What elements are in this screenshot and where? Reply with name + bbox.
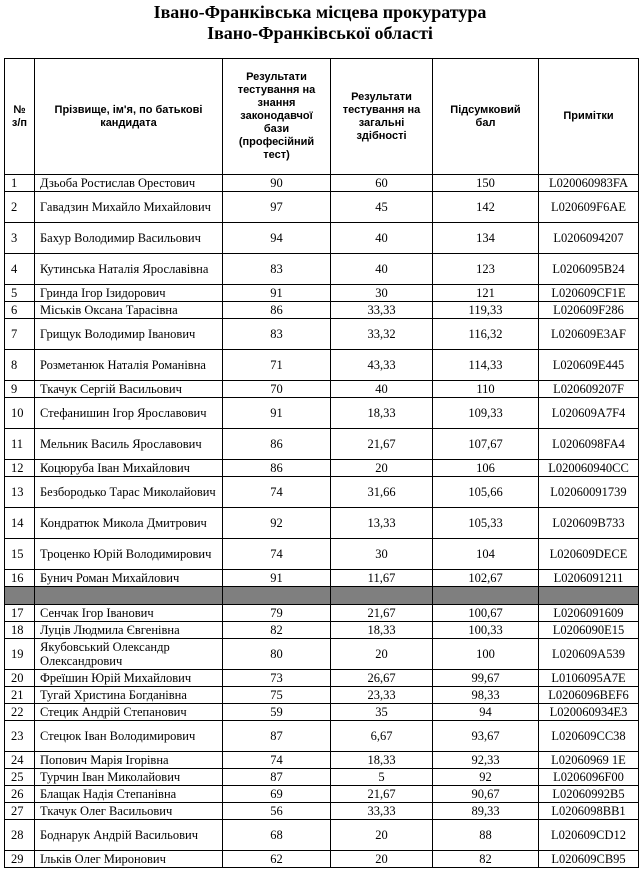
note-code: L0206095B24: [539, 254, 639, 285]
general-test-score: 40: [331, 254, 433, 285]
general-test-score: 40: [331, 381, 433, 398]
separator-cell: [331, 587, 433, 605]
candidate-name: Гавадзин Михайло Михайлович: [35, 192, 223, 223]
law-test-score: 91: [223, 285, 331, 302]
table-row: [5, 539, 639, 570]
candidate-name: Грищук Володимир Іванович: [35, 319, 223, 350]
row-number: 9: [5, 381, 35, 398]
law-test-score: 82: [223, 622, 331, 639]
total-score: 98,33: [433, 687, 539, 704]
table-row: [5, 570, 639, 587]
row-number: 2: [5, 192, 35, 223]
row-number: 17: [5, 605, 35, 622]
table-row: [5, 769, 639, 786]
note-code: L0206094207: [539, 223, 639, 254]
note-code: L020060983FA: [539, 175, 639, 192]
candidate-name: Турчин Іван Миколайович: [35, 769, 223, 786]
row-number: 19: [5, 639, 35, 670]
general-test-score: 30: [331, 285, 433, 302]
title-line-1: Івано-Франківська місцева прокуратура: [153, 2, 487, 22]
general-test-score: 33,33: [331, 803, 433, 820]
general-test-score: 5: [331, 769, 433, 786]
law-test-score: 74: [223, 752, 331, 769]
note-code: L02060992B5: [539, 786, 639, 803]
candidate-name: Розметанюк Наталія Романівна: [35, 350, 223, 381]
table-row: [5, 398, 639, 429]
law-test-score: 94: [223, 223, 331, 254]
total-score: 109,33: [433, 398, 539, 429]
law-test-score: 79: [223, 605, 331, 622]
separator-cell: [433, 587, 539, 605]
law-test-score: 73: [223, 670, 331, 687]
table-row: [5, 721, 639, 752]
note-code: L0206091609: [539, 605, 639, 622]
table-row: [5, 605, 639, 622]
note-code: L02060969 1E: [539, 752, 639, 769]
note-code: L020609B733: [539, 508, 639, 539]
law-test-score: 59: [223, 704, 331, 721]
header-total: Підсумковий бал: [433, 59, 539, 175]
total-score: 88: [433, 820, 539, 851]
table-row: [5, 223, 639, 254]
candidate-name: Безбородько Тарас Миколайович: [35, 477, 223, 508]
candidate-name: Попович Марія Ігорівна: [35, 752, 223, 769]
separator-row: [5, 587, 639, 605]
law-test-score: 86: [223, 302, 331, 319]
table-row: [5, 175, 639, 192]
table-row: [5, 285, 639, 302]
table-row: [5, 803, 639, 820]
total-score: 121: [433, 285, 539, 302]
row-number: 6: [5, 302, 35, 319]
total-score: 150: [433, 175, 539, 192]
header-general-test: Результати тестування на загальні здібності: [331, 59, 433, 175]
table-row: [5, 622, 639, 639]
law-test-score: 86: [223, 429, 331, 460]
table-row: [5, 381, 639, 398]
total-score: 99,67: [433, 670, 539, 687]
row-number: 14: [5, 508, 35, 539]
law-test-score: 56: [223, 803, 331, 820]
row-number: 13: [5, 477, 35, 508]
note-code: L020609CC38: [539, 721, 639, 752]
general-test-score: 40: [331, 223, 433, 254]
table-row: [5, 350, 639, 381]
header-num: № з/п: [5, 59, 35, 175]
row-number: 23: [5, 721, 35, 752]
candidate-name: Гринда Ігор Ізидорович: [35, 285, 223, 302]
row-number: 22: [5, 704, 35, 721]
note-code: L020609E445: [539, 350, 639, 381]
candidate-name: Стецюк Іван Володимирович: [35, 721, 223, 752]
row-number: 25: [5, 769, 35, 786]
row-number: 12: [5, 460, 35, 477]
law-test-score: 97: [223, 192, 331, 223]
row-number: 16: [5, 570, 35, 587]
row-number: 8: [5, 350, 35, 381]
row-number: 28: [5, 820, 35, 851]
candidate-name: Стецик Андрій Степанович: [35, 704, 223, 721]
candidate-name: Стефанишин Ігор Ярославович: [35, 398, 223, 429]
general-test-score: 33,32: [331, 319, 433, 350]
note-code: L020609CB95: [539, 851, 639, 868]
total-score: 89,33: [433, 803, 539, 820]
separator-cell: [539, 587, 639, 605]
note-code: L020609DECE: [539, 539, 639, 570]
candidate-name: Якубовський Олександр Олександрович: [35, 639, 223, 670]
law-test-score: 74: [223, 477, 331, 508]
candidate-name: Кутинська Наталія Ярославівна: [35, 254, 223, 285]
row-number: 26: [5, 786, 35, 803]
candidate-name: Блащак Надія Степанівна: [35, 786, 223, 803]
total-score: 93,67: [433, 721, 539, 752]
total-score: 142: [433, 192, 539, 223]
candidate-name: Міськів Оксана Тарасівна: [35, 302, 223, 319]
total-score: 110: [433, 381, 539, 398]
candidate-name: Луців Людмила Євгенівна: [35, 622, 223, 639]
note-code: L020609F6AE: [539, 192, 639, 223]
separator-cell: [35, 587, 223, 605]
law-test-score: 80: [223, 639, 331, 670]
note-code: L020060934E3: [539, 704, 639, 721]
table-row: [5, 670, 639, 687]
law-test-score: 87: [223, 721, 331, 752]
law-test-score: 86: [223, 460, 331, 477]
row-number: 20: [5, 670, 35, 687]
row-number: 1: [5, 175, 35, 192]
table-row: [5, 302, 639, 319]
general-test-score: 13,33: [331, 508, 433, 539]
note-code: L020609A539: [539, 639, 639, 670]
general-test-score: 21,67: [331, 429, 433, 460]
general-test-score: 21,67: [331, 786, 433, 803]
candidate-name: Боднарук Андрій Васильович: [35, 820, 223, 851]
table-row: [5, 639, 639, 670]
general-test-score: 20: [331, 851, 433, 868]
general-test-score: 31,66: [331, 477, 433, 508]
table-row: [5, 786, 639, 803]
header-notes: Примітки: [539, 59, 639, 175]
candidate-name: Дзьоба Ростислав Орестович: [35, 175, 223, 192]
candidate-name: Ільків Олег Миронович: [35, 851, 223, 868]
candidate-name: Троценко Юрій Володимирович: [35, 539, 223, 570]
total-score: 90,67: [433, 786, 539, 803]
note-code: L020609207F: [539, 381, 639, 398]
candidate-name: Ткачук Олег Васильович: [35, 803, 223, 820]
total-score: 106: [433, 460, 539, 477]
row-number: 29: [5, 851, 35, 868]
total-score: 104: [433, 539, 539, 570]
law-test-score: 91: [223, 398, 331, 429]
law-test-score: 92: [223, 508, 331, 539]
law-test-score: 90: [223, 175, 331, 192]
table-row: [5, 429, 639, 460]
law-test-score: 83: [223, 319, 331, 350]
general-test-score: 18,33: [331, 622, 433, 639]
law-test-score: 91: [223, 570, 331, 587]
table-row: [5, 477, 639, 508]
note-code: L020609CD12: [539, 820, 639, 851]
law-test-score: 87: [223, 769, 331, 786]
note-code: L020609E3AF: [539, 319, 639, 350]
row-number: 3: [5, 223, 35, 254]
general-test-score: 45: [331, 192, 433, 223]
general-test-score: 23,33: [331, 687, 433, 704]
title-line-2: Івано-Франківської області: [207, 23, 433, 43]
note-code: L0206096BEF6: [539, 687, 639, 704]
general-test-score: 21,67: [331, 605, 433, 622]
row-number: 4: [5, 254, 35, 285]
row-number: 10: [5, 398, 35, 429]
total-score: 107,67: [433, 429, 539, 460]
row-number: 11: [5, 429, 35, 460]
results-table: [4, 58, 639, 868]
general-test-score: 18,33: [331, 398, 433, 429]
general-test-score: 35: [331, 704, 433, 721]
total-score: 102,67: [433, 570, 539, 587]
table-row: [5, 460, 639, 477]
total-score: 116,32: [433, 319, 539, 350]
total-score: 92,33: [433, 752, 539, 769]
law-test-score: 68: [223, 820, 331, 851]
table-row: [5, 254, 639, 285]
candidate-name: Ткачук Сергій Васильович: [35, 381, 223, 398]
general-test-score: 18,33: [331, 752, 433, 769]
row-number: 24: [5, 752, 35, 769]
total-score: 100,67: [433, 605, 539, 622]
candidate-name: Коцюруба Іван Михайлович: [35, 460, 223, 477]
candidate-name: Тугай Христина Богданівна: [35, 687, 223, 704]
note-code: L0206091211: [539, 570, 639, 587]
note-code: L020609CF1E: [539, 285, 639, 302]
law-test-score: 70: [223, 381, 331, 398]
separator-cell: [5, 587, 35, 605]
law-test-score: 71: [223, 350, 331, 381]
row-number: 21: [5, 687, 35, 704]
total-score: 123: [433, 254, 539, 285]
total-score: 100: [433, 639, 539, 670]
total-score: 94: [433, 704, 539, 721]
candidate-name: Мельник Василь Ярославович: [35, 429, 223, 460]
total-score: 82: [433, 851, 539, 868]
general-test-score: 43,33: [331, 350, 433, 381]
row-number: 5: [5, 285, 35, 302]
general-test-score: 60: [331, 175, 433, 192]
total-score: 114,33: [433, 350, 539, 381]
law-test-score: 62: [223, 851, 331, 868]
table-row: [5, 687, 639, 704]
table-row: [5, 508, 639, 539]
note-code: L020060940CC: [539, 460, 639, 477]
law-test-score: 83: [223, 254, 331, 285]
separator-cell: [223, 587, 331, 605]
table-row: [5, 851, 639, 868]
note-code: L0206098FA4: [539, 429, 639, 460]
general-test-score: 33,33: [331, 302, 433, 319]
candidate-name: Бунич Роман Михайлович: [35, 570, 223, 587]
general-test-score: 26,67: [331, 670, 433, 687]
page-title: [0, 2, 640, 44]
candidate-name: Сенчак Ігор Іванович: [35, 605, 223, 622]
general-test-score: 20: [331, 820, 433, 851]
table-row: [5, 319, 639, 350]
law-test-score: 74: [223, 539, 331, 570]
law-test-score: 69: [223, 786, 331, 803]
table-body: [5, 175, 639, 868]
note-code: L0206090E15: [539, 622, 639, 639]
note-code: L0106095A7E: [539, 670, 639, 687]
header-law-test: Результати тестування на знання законодавчої бази (професійний тест): [223, 59, 331, 175]
candidate-name: Бахур Володимир Васильович: [35, 223, 223, 254]
candidate-name: Кондратюк Микола Дмитрович: [35, 508, 223, 539]
total-score: 134: [433, 223, 539, 254]
candidate-name: Фреїшин Юрій Михайлович: [35, 670, 223, 687]
total-score: 105,33: [433, 508, 539, 539]
row-number: 15: [5, 539, 35, 570]
total-score: 105,66: [433, 477, 539, 508]
table-row: [5, 192, 639, 223]
header-name: Прізвище, ім'я, по батькові кандидата: [35, 59, 223, 175]
header-row: [5, 59, 639, 175]
row-number: 7: [5, 319, 35, 350]
general-test-score: 11,67: [331, 570, 433, 587]
total-score: 100,33: [433, 622, 539, 639]
table-row: [5, 752, 639, 769]
general-test-score: 6,67: [331, 721, 433, 752]
note-code: L020609F286: [539, 302, 639, 319]
table-row: [5, 704, 639, 721]
note-code: L02060091739: [539, 477, 639, 508]
note-code: L0206098BB1: [539, 803, 639, 820]
total-score: 119,33: [433, 302, 539, 319]
note-code: L020609A7F4: [539, 398, 639, 429]
general-test-score: 20: [331, 460, 433, 477]
general-test-score: 20: [331, 639, 433, 670]
law-test-score: 75: [223, 687, 331, 704]
row-number: 18: [5, 622, 35, 639]
note-code: L0206096F00: [539, 769, 639, 786]
general-test-score: 30: [331, 539, 433, 570]
table-row: [5, 820, 639, 851]
row-number: 27: [5, 803, 35, 820]
total-score: 92: [433, 769, 539, 786]
